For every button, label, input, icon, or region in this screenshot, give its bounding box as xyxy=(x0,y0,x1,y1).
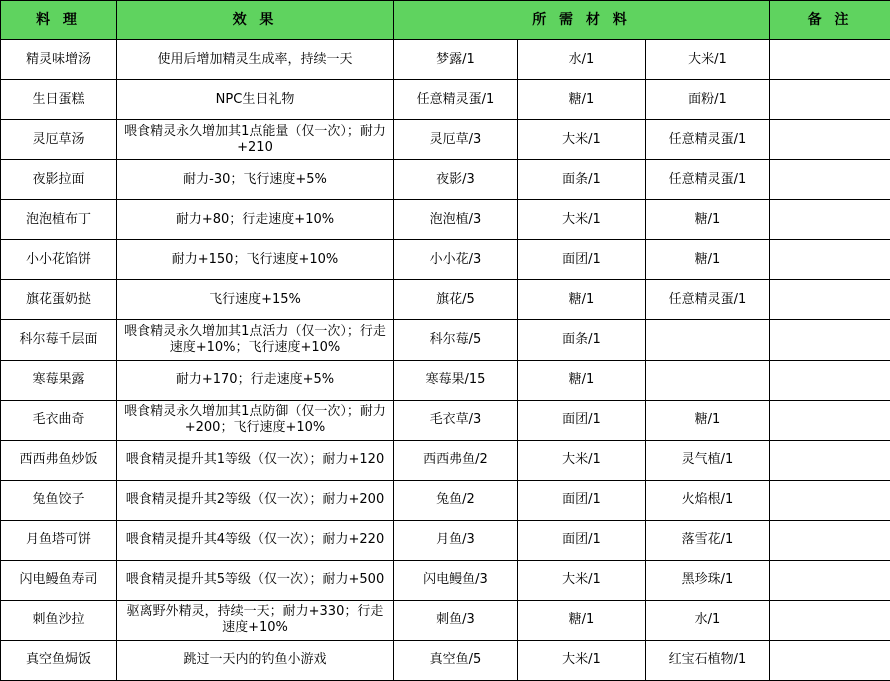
header-note: 备 注 xyxy=(770,1,890,40)
header-row xyxy=(1,1,890,40)
dish-cell: 兔鱼饺子 xyxy=(1,480,117,520)
material-cell-3: 糖/1 xyxy=(646,400,770,440)
dish-cell: 泡泡植布丁 xyxy=(1,200,117,240)
material-cell-1: 小小花/3 xyxy=(394,240,518,280)
effect-cell: 跳过一天内的钓鱼小游戏 xyxy=(117,640,394,680)
dish-cell: 寒莓果露 xyxy=(1,360,117,400)
material-cell-2: 糖/1 xyxy=(518,80,646,120)
material-cell-2: 面条/1 xyxy=(518,320,646,360)
note-cell xyxy=(770,120,890,160)
table-row xyxy=(1,400,890,440)
dish-cell: 科尔莓千层面 xyxy=(1,320,117,360)
table-row xyxy=(1,120,890,160)
note-cell xyxy=(770,560,890,600)
effect-cell: 喂食精灵提升其5等级（仅一次）；耐力+500 xyxy=(117,560,394,600)
effect-cell: 耐力+150；飞行速度+10% xyxy=(117,240,394,280)
dish-cell: 精灵味增汤 xyxy=(1,40,117,80)
material-cell-3: 任意精灵蛋/1 xyxy=(646,280,770,320)
material-cell-3: 大米/1 xyxy=(646,40,770,80)
material-cell-2: 面团/1 xyxy=(518,520,646,560)
dish-cell: 旗花蛋奶挞 xyxy=(1,280,117,320)
material-cell-3 xyxy=(646,360,770,400)
material-cell-2: 糖/1 xyxy=(518,280,646,320)
effect-cell: 喂食精灵永久增加其1点能量（仅一次）；耐力+210 xyxy=(117,120,394,160)
note-cell xyxy=(770,320,890,360)
effect-cell: 耐力+80；行走速度+10% xyxy=(117,200,394,240)
material-cell-3: 任意精灵蛋/1 xyxy=(646,120,770,160)
header-effect: 效 果 xyxy=(117,1,394,40)
table-row xyxy=(1,240,890,280)
material-cell-1: 寒莓果/15 xyxy=(394,360,518,400)
material-cell-3: 水/1 xyxy=(646,600,770,640)
dish-cell: 真空鱼焗饭 xyxy=(1,640,117,680)
material-cell-2: 面团/1 xyxy=(518,400,646,440)
material-cell-3: 火焰根/1 xyxy=(646,480,770,520)
table-row xyxy=(1,160,890,200)
effect-cell: 喂食精灵提升其2等级（仅一次）；耐力+200 xyxy=(117,480,394,520)
dish-cell: 西西弗鱼炒饭 xyxy=(1,440,117,480)
effect-cell: 喂食精灵提升其1等级（仅一次）；耐力+120 xyxy=(117,440,394,480)
table-row xyxy=(1,80,890,120)
material-cell-2: 面团/1 xyxy=(518,240,646,280)
material-cell-2: 大米/1 xyxy=(518,440,646,480)
table-row xyxy=(1,280,890,320)
material-cell-1: 任意精灵蛋/1 xyxy=(394,80,518,120)
material-cell-2: 糖/1 xyxy=(518,360,646,400)
note-cell xyxy=(770,360,890,400)
material-cell-1: 刺鱼/3 xyxy=(394,600,518,640)
dish-cell: 毛衣曲奇 xyxy=(1,400,117,440)
material-cell-1: 兔鱼/2 xyxy=(394,480,518,520)
material-cell-3 xyxy=(646,320,770,360)
effect-cell: 喂食精灵永久增加其1点活力（仅一次）；行走速度+10%；飞行速度+10% xyxy=(117,320,394,360)
material-cell-3: 面粉/1 xyxy=(646,80,770,120)
effect-cell: 耐力-30；飞行速度+5% xyxy=(117,160,394,200)
effect-cell: 驱离野外精灵，持续一天；耐力+330；行走速度+10% xyxy=(117,600,394,640)
material-cell-2: 大米/1 xyxy=(518,560,646,600)
effect-cell: 喂食精灵提升其4等级（仅一次）；耐力+220 xyxy=(117,520,394,560)
dish-cell: 小小花馅饼 xyxy=(1,240,117,280)
effect-cell: 喂食精灵永久增加其1点防御（仅一次）；耐力+200；飞行速度+10% xyxy=(117,400,394,440)
material-cell-1: 灵厄草/3 xyxy=(394,120,518,160)
dish-cell: 夜影拉面 xyxy=(1,160,117,200)
material-cell-1: 旗花/5 xyxy=(394,280,518,320)
table-row xyxy=(1,320,890,360)
material-cell-2: 面团/1 xyxy=(518,480,646,520)
material-cell-1: 科尔莓/5 xyxy=(394,320,518,360)
table-row xyxy=(1,640,890,680)
material-cell-3: 任意精灵蛋/1 xyxy=(646,160,770,200)
material-cell-1: 梦露/1 xyxy=(394,40,518,80)
note-cell xyxy=(770,240,890,280)
material-cell-3: 灵气植/1 xyxy=(646,440,770,480)
material-cell-2: 大米/1 xyxy=(518,200,646,240)
material-cell-3: 黑珍珠/1 xyxy=(646,560,770,600)
header-dish: 料 理 xyxy=(1,1,117,40)
material-cell-2: 大米/1 xyxy=(518,120,646,160)
effect-cell: 耐力+170；行走速度+5% xyxy=(117,360,394,400)
note-cell xyxy=(770,160,890,200)
table-row xyxy=(1,360,890,400)
note-cell xyxy=(770,520,890,560)
table-row xyxy=(1,40,890,80)
note-cell xyxy=(770,40,890,80)
effect-cell: NPC生日礼物 xyxy=(117,80,394,120)
material-cell-3: 红宝石植物/1 xyxy=(646,640,770,680)
material-cell-2: 大米/1 xyxy=(518,640,646,680)
material-cell-1: 夜影/3 xyxy=(394,160,518,200)
note-cell xyxy=(770,280,890,320)
table-row xyxy=(1,480,890,520)
material-cell-1: 泡泡植/3 xyxy=(394,200,518,240)
table-row xyxy=(1,440,890,480)
table-row xyxy=(1,520,890,560)
note-cell xyxy=(770,480,890,520)
material-cell-1: 毛衣草/3 xyxy=(394,400,518,440)
dish-cell: 刺鱼沙拉 xyxy=(1,600,117,640)
dish-cell: 生日蛋糕 xyxy=(1,80,117,120)
material-cell-3: 落雪花/1 xyxy=(646,520,770,560)
material-cell-1: 闪电鳗鱼/3 xyxy=(394,560,518,600)
material-cell-1: 真空鱼/5 xyxy=(394,640,518,680)
table-row xyxy=(1,560,890,600)
dish-cell: 月鱼塔可饼 xyxy=(1,520,117,560)
material-cell-3: 糖/1 xyxy=(646,240,770,280)
material-cell-1: 西西弗鱼/2 xyxy=(394,440,518,480)
note-cell xyxy=(770,600,890,640)
material-cell-2: 面条/1 xyxy=(518,160,646,200)
material-cell-1: 月鱼/3 xyxy=(394,520,518,560)
note-cell xyxy=(770,640,890,680)
note-cell xyxy=(770,400,890,440)
header-materials: 所 需 材 料 xyxy=(394,1,770,40)
note-cell xyxy=(770,440,890,480)
material-cell-3: 糖/1 xyxy=(646,200,770,240)
table-row xyxy=(1,600,890,640)
note-cell xyxy=(770,80,890,120)
effect-cell: 使用后增加精灵生成率，持续一天 xyxy=(117,40,394,80)
dish-cell: 闪电鳗鱼寿司 xyxy=(1,560,117,600)
material-cell-2: 糖/1 xyxy=(518,600,646,640)
note-cell xyxy=(770,200,890,240)
dish-cell: 灵厄草汤 xyxy=(1,120,117,160)
material-cell-2: 水/1 xyxy=(518,40,646,80)
table-row xyxy=(1,200,890,240)
effect-cell: 飞行速度+15% xyxy=(117,280,394,320)
